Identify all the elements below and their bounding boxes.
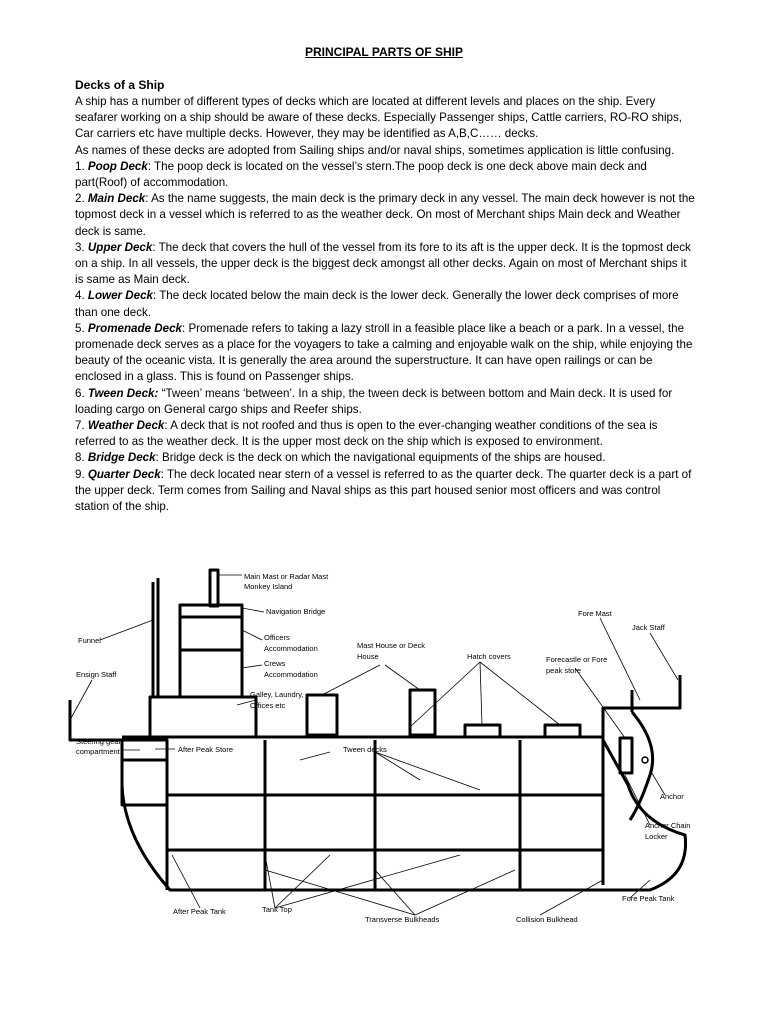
label-anchor: Anchor <box>660 792 684 801</box>
deck-term: Poop Deck <box>87 159 148 173</box>
leader-line <box>375 752 480 790</box>
item-separator: : <box>152 289 160 303</box>
item-number: 3. <box>75 240 88 254</box>
item-separator: : <box>147 159 155 173</box>
mast-house-aft <box>307 695 337 735</box>
label-hatch-covers: Hatch covers <box>467 652 511 661</box>
forecastle-store <box>620 738 632 773</box>
item-number: 6. <box>75 386 88 400</box>
label-steering-gear: Steering gear <box>76 737 122 746</box>
deck-term: Weather Deck <box>87 419 165 433</box>
leader-line <box>410 662 480 727</box>
item-number: 1. <box>75 159 88 173</box>
label-mast-house-2: House <box>357 652 379 661</box>
label-tank-top: Tank Top <box>262 905 292 914</box>
item-separator: : <box>152 240 159 254</box>
leader-line <box>100 620 153 640</box>
label-offices: Offices etc <box>250 701 286 710</box>
deck-description: Bridge deck is the deck on which the navigational equipments of the ships are housed. <box>162 451 606 465</box>
deck-term: Quarter Deck <box>87 467 161 481</box>
main-mast <box>210 570 218 606</box>
label-tween-decks: Tween decks <box>343 745 387 754</box>
item-number: 2. <box>75 192 88 206</box>
item-separator: : <box>145 192 152 206</box>
leader-line <box>575 668 625 738</box>
item-number: 9. <box>75 467 88 481</box>
leader-line <box>300 752 330 760</box>
label-crews-accommodation: Accommodation <box>264 670 318 679</box>
item-number: 5. <box>75 321 88 335</box>
item-number: 4. <box>75 289 88 303</box>
label-chain-locker: Locker <box>645 832 668 841</box>
deck-term: Main Deck <box>87 192 146 206</box>
item-number: 8. <box>75 451 88 465</box>
label-fore-mast: Fore Mast <box>578 609 612 618</box>
deck-description: The deck that covers the hull of the vessel from its fore to its aft is the upper deck. It is the topmost deck on a ship. In all vessels, the upper deck is the biggest deck amongst all other decks. Again on most of Merchant ships it is same as Main deck. <box>75 240 691 287</box>
label-after-peak-tank: After Peak Tank <box>173 907 226 916</box>
deck-description: The deck located near stern of a vessel is referred to as the quarter deck. The quarter deck is a part of the upper deck. Term comes from Sailing and Naval ships as this part housed senior most officers and was control station of the ship. <box>75 467 692 514</box>
item-separator: : <box>160 467 167 481</box>
label-steering-compartment: compartment <box>76 747 120 756</box>
leader-line <box>540 880 603 915</box>
deck-term: Upper Deck <box>87 240 153 254</box>
label-navigation-bridge: Navigation Bridge <box>266 607 326 616</box>
label-jack-staff: Jack Staff <box>632 623 665 632</box>
leader-line <box>172 855 200 908</box>
deck-term: Lower Deck <box>87 289 153 303</box>
label-fore-peak-tank: Fore Peak Tank <box>622 894 675 903</box>
deck-description: Promenade refers to taking a lazy stroll in a feasible place like a beach or a park. In a vessel, the promenade deck serves as a place for the voyagers to take a calming and enjoyable walk on the ship, while enjoying the beauty of the oceanic vista. It is generally the area around the superstructure. It can have open railings or can be enclosed in a glass. This is found on Passenger ships. <box>75 321 693 384</box>
deck-term: Tween Deck: <box>87 386 159 400</box>
leader-line <box>70 680 92 720</box>
hull-outline <box>70 675 686 890</box>
label-crews: Crews <box>264 659 286 668</box>
item-separator: : <box>164 419 171 433</box>
mast-house-fwd <box>410 690 435 735</box>
leader-line <box>415 870 515 915</box>
leader-line <box>375 870 415 915</box>
deck-description: The deck located below the main deck is the lower deck. Generally the lower deck comprises of more than one deck. <box>75 289 679 319</box>
label-officers: Officers <box>264 633 290 642</box>
leader-line <box>242 608 264 612</box>
label-transverse-bulkheads: Transverse Bulkheads <box>365 915 440 924</box>
anchor-icon <box>642 757 648 763</box>
label-mast-house: Mast House or Deck <box>357 641 425 650</box>
leader-line <box>242 630 262 640</box>
deck-description: A deck that is not roofed and thus is open to the ever-changing weather conditions of the sea is referred to as the weather deck. It is the upper most deck on the ship which is exposed to environment. <box>75 419 658 449</box>
label-monkey-island: Monkey Island <box>244 582 293 591</box>
leader-line <box>650 633 678 680</box>
label-anchor-chain: Anchor Chain <box>645 821 691 830</box>
hatch-cover <box>545 725 580 737</box>
item-separator: : <box>181 321 189 335</box>
deck-term: Promenade Deck <box>87 321 182 335</box>
label-galley: Galley, Laundry, <box>250 690 304 699</box>
intro-paragraph: A ship has a number of different types of decks which are located at different levels and places on the ship. Every seafarer working on a ship should be aware of these decks. Especially Passenger ships, Cattle carriers, RO-RO ships, Car carriers etc have multiple decks. However, they may be identified as A,B,C…… decks. <box>75 95 683 141</box>
intro-paragraph: As names of these decks are adopted from Sailing ships and/or naval ships, sometimes application is little confusing. <box>75 143 675 157</box>
item-separator: : <box>155 451 162 465</box>
section-heading: Decks of a Ship <box>75 78 165 92</box>
deck-term: Bridge Deck <box>87 451 156 465</box>
leader-line <box>322 665 380 695</box>
label-funnel: Funnel <box>78 636 101 645</box>
label-officers-accommodation: Accommodation <box>264 644 318 653</box>
label-after-peak-store: After Peak Store <box>178 745 234 754</box>
deck-description: As the name suggests, the main deck is the primary deck in any vessel. The main deck however is not the topmost deck in a vessel which is referred to as the weather deck. On most of Merchant ships Main deck and Weather deck is same. <box>75 192 695 238</box>
ship-structure <box>70 570 686 890</box>
label-main-mast: Main Mast or Radar Mast <box>244 572 329 581</box>
leader-line <box>480 662 482 725</box>
label-fore-peak-store: peak store <box>546 666 582 675</box>
leader-line <box>385 665 420 690</box>
page-title: PRINCIPAL PARTS OF SHIP <box>304 45 463 59</box>
label-collision-bulkhead: Collision Bulkhead <box>516 915 578 924</box>
hatch-cover <box>465 725 500 737</box>
item-number: 7. <box>75 419 88 433</box>
label-ensign-staff: Ensign Staff <box>76 670 117 679</box>
deck-description: “Tween’ means ‘between’. In a ship, the tween deck is between bottom and Main deck. It is used for loading cargo on General cargo ships and Reefer ships. <box>75 386 673 416</box>
deck-description: The poop deck is located on the vessel’s stern.The poop deck is one deck above main deck and part(Roof) of accommodation. <box>75 159 647 190</box>
leader-line <box>242 665 262 668</box>
poop-deck-house <box>150 697 256 737</box>
label-forecastle: Forecastle or Fore <box>546 655 608 664</box>
